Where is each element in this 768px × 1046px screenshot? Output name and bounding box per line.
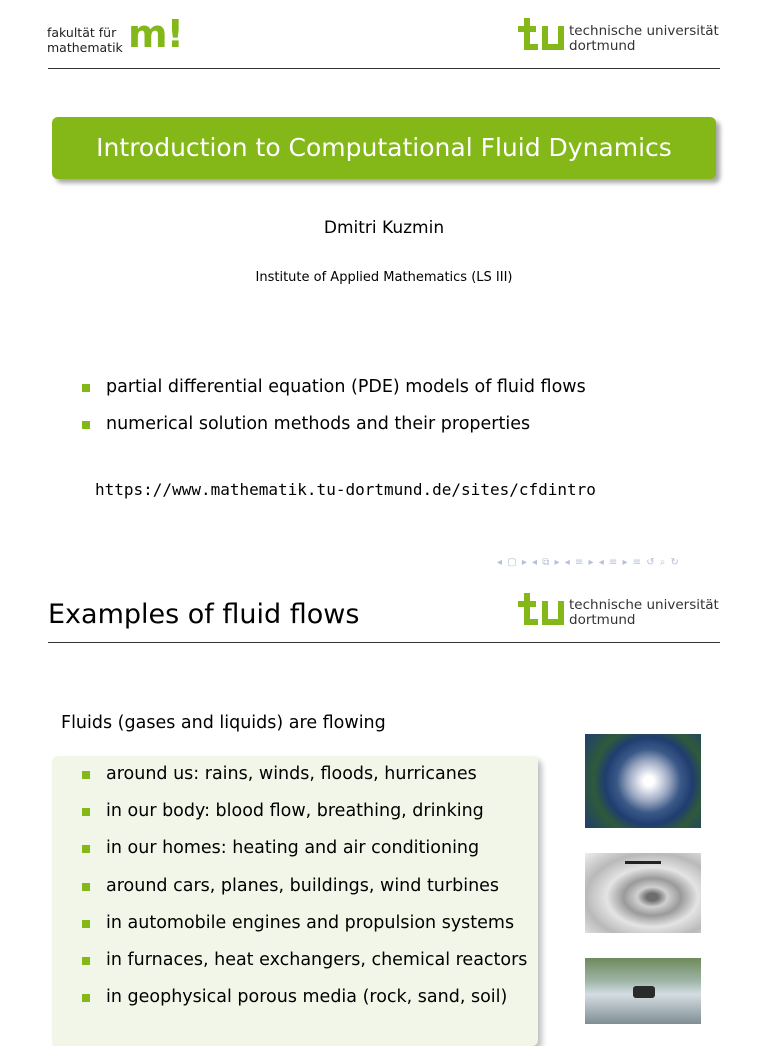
bullet-square-icon: [82, 920, 90, 928]
course-url-link[interactable]: https://www.mathematik.tu-dortmund.de/sites/cfdintro: [95, 480, 596, 499]
list-item: partial differential equation (PDE) models of fluid flows: [52, 375, 732, 412]
intro-text: Fluids (gases and liquids) are flowing: [61, 713, 386, 733]
bullet-square-icon: [82, 994, 90, 1002]
list-item: around cars, planes, buildings, wind turbines: [52, 874, 538, 911]
university-line1: technische universität: [569, 597, 719, 613]
bullet-square-icon: [82, 883, 90, 891]
institute-name: Institute of Applied Mathematics (LS III): [255, 270, 513, 285]
car-wind-tunnel-image: [585, 958, 701, 1024]
slide2-title: Examples of fluid flows: [48, 599, 360, 630]
slide-title: Introduction to Computational Fluid Dynamics: [52, 117, 716, 179]
bullet-square-icon: [82, 845, 90, 853]
university-line1: technische universität: [569, 23, 719, 39]
header-rule: [48, 68, 720, 69]
tu-logo-icon: [518, 593, 564, 629]
slide2-bullet-list: [52, 762, 538, 1022]
faculty-line2: mathematik: [47, 40, 123, 55]
bullet-square-icon: [82, 957, 90, 965]
aircraft-wake-vortex-image: [585, 853, 701, 933]
university-line2: dortmund: [569, 38, 636, 54]
slide1-bullet-list: [52, 375, 732, 449]
list-item: numerical solution methods and their properties: [52, 412, 732, 449]
list-item: in geophysical porous media (rock, sand, soil): [52, 985, 538, 1022]
faculty-logo-text: [47, 25, 123, 55]
list-item: around us: rains, winds, floods, hurricanes: [52, 762, 538, 799]
list-item: in automobile engines and propulsion systems: [52, 911, 538, 948]
hurricane-satellite-image: [585, 734, 701, 828]
list-item: in furnaces, heat exchangers, chemical reactors: [52, 948, 538, 985]
car-silhouette: [633, 986, 655, 998]
beamer-navigation-icons[interactable]: ◂ ▢ ▸ ◂ ⧉ ▸ ◂ ≡ ▸ ◂ ≡ ▸ ≡ ↺ ⌕ ↻: [497, 557, 680, 568]
faculty-logo-mark: m!: [128, 12, 183, 56]
header-rule: [48, 642, 720, 643]
university-name: [569, 598, 719, 628]
university-name: [569, 24, 719, 54]
list-item: in our body: blood flow, breathing, drinking: [52, 799, 538, 836]
tu-logo-icon: [518, 18, 564, 54]
airplane-silhouette: [625, 861, 661, 864]
university-line2: dortmund: [569, 612, 636, 628]
bullet-square-icon: [82, 771, 90, 779]
bullet-square-icon: [82, 421, 90, 429]
bullet-square-icon: [82, 808, 90, 816]
bullet-square-icon: [82, 384, 90, 392]
author-name: Dmitri Kuzmin: [323, 218, 445, 238]
list-item: in our homes: heating and air conditioning: [52, 836, 538, 873]
faculty-line1: fakultät für: [47, 25, 117, 40]
